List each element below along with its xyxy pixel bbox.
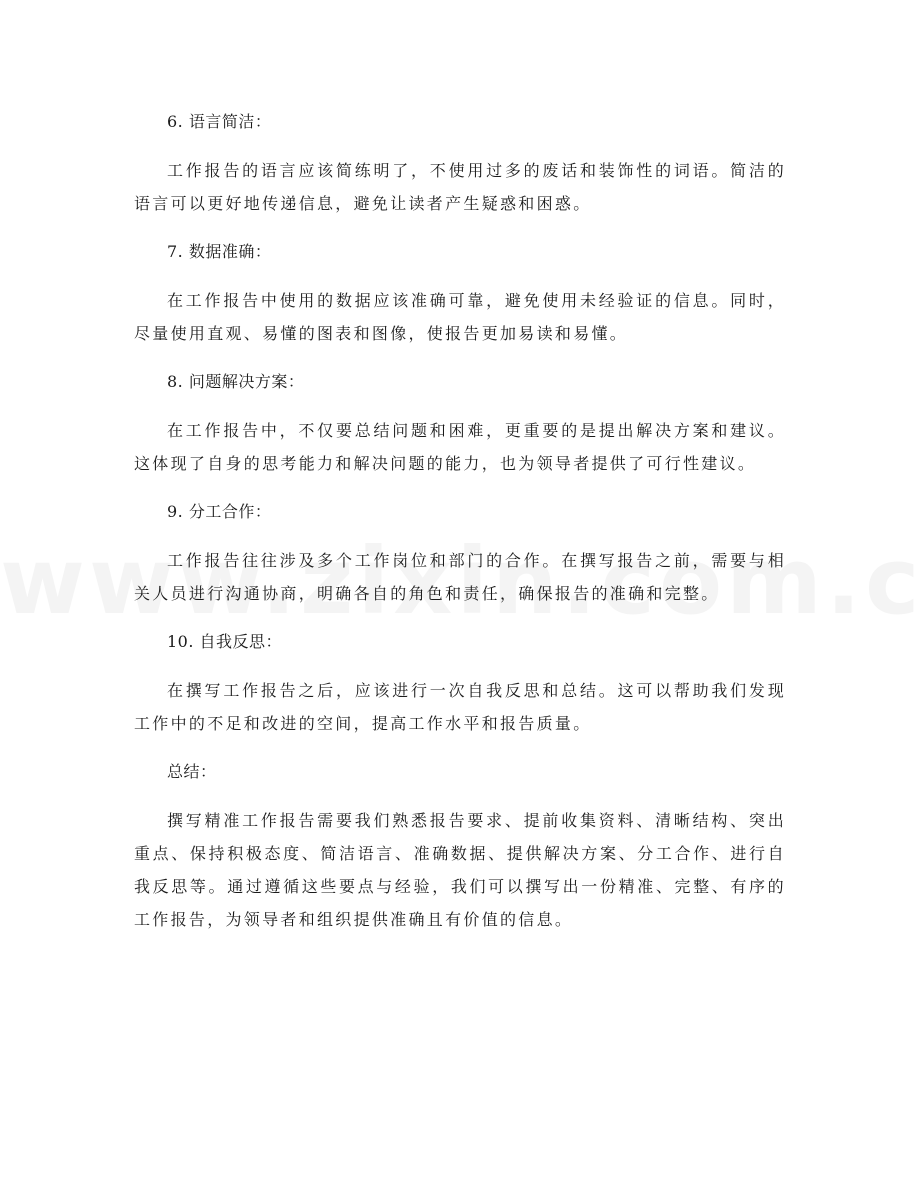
section-body-data: 在工作报告中使用的数据应该准确可靠，避免使用未经验证的信息。同时，尽量使用直观、易懂的图表和图像，使报告更加易读和易懂。 (134, 291, 786, 343)
section-body-cooperation: 工作报告往往涉及多个工作岗位和部门的合作。在撰写报告之前，需要与相关人员进行沟通协商，明确各自的角色和责任，确保报告的准确和完整。 (134, 551, 786, 603)
section-body-reflection: 在撰写工作报告之后，应该进行一次自我反思和总结。这可以帮助我们发现工作中的不足和改进的空间，提高工作水平和报告质量。 (134, 681, 786, 733)
section-body-solutions: 在工作报告中，不仅要总结问题和困难，更重要的是提出解决方案和建议。这体现了自身的思考能力和解决问题的能力，也为领导者提供了可行性建议。 (134, 421, 786, 473)
section-heading-reflection: 10. 自我反思： (167, 632, 283, 651)
section-heading-data: 7. 数据准确： (167, 242, 272, 261)
section-heading-cooperation: 9. 分工合作： (167, 502, 272, 521)
section-heading-language: 6. 语言简洁： (167, 112, 272, 131)
section-body-language: 工作报告的语言应该简练明了，不使用过多的废话和装饰性的词语。简洁的语言可以更好地传递信息，避免让读者产生疑惑和困惑。 (134, 161, 786, 213)
document-body (134, 106, 786, 936)
section-heading-summary: 总结： (167, 762, 217, 781)
section-heading-solutions: 8. 问题解决方案： (167, 372, 305, 391)
section-body-summary: 撰写精准工作报告需要我们熟悉报告要求、提前收集资料、清晰结构、突出重点、保持积极态度、简洁语言、准确数据、提供解决方案、分工合作、进行自我反思等。通过遵循这些要点与经验，我们可以撰写出一份精准、完整、有序的工作报告，为领导者和组织提供准确且有价值的信息。 (134, 811, 786, 929)
